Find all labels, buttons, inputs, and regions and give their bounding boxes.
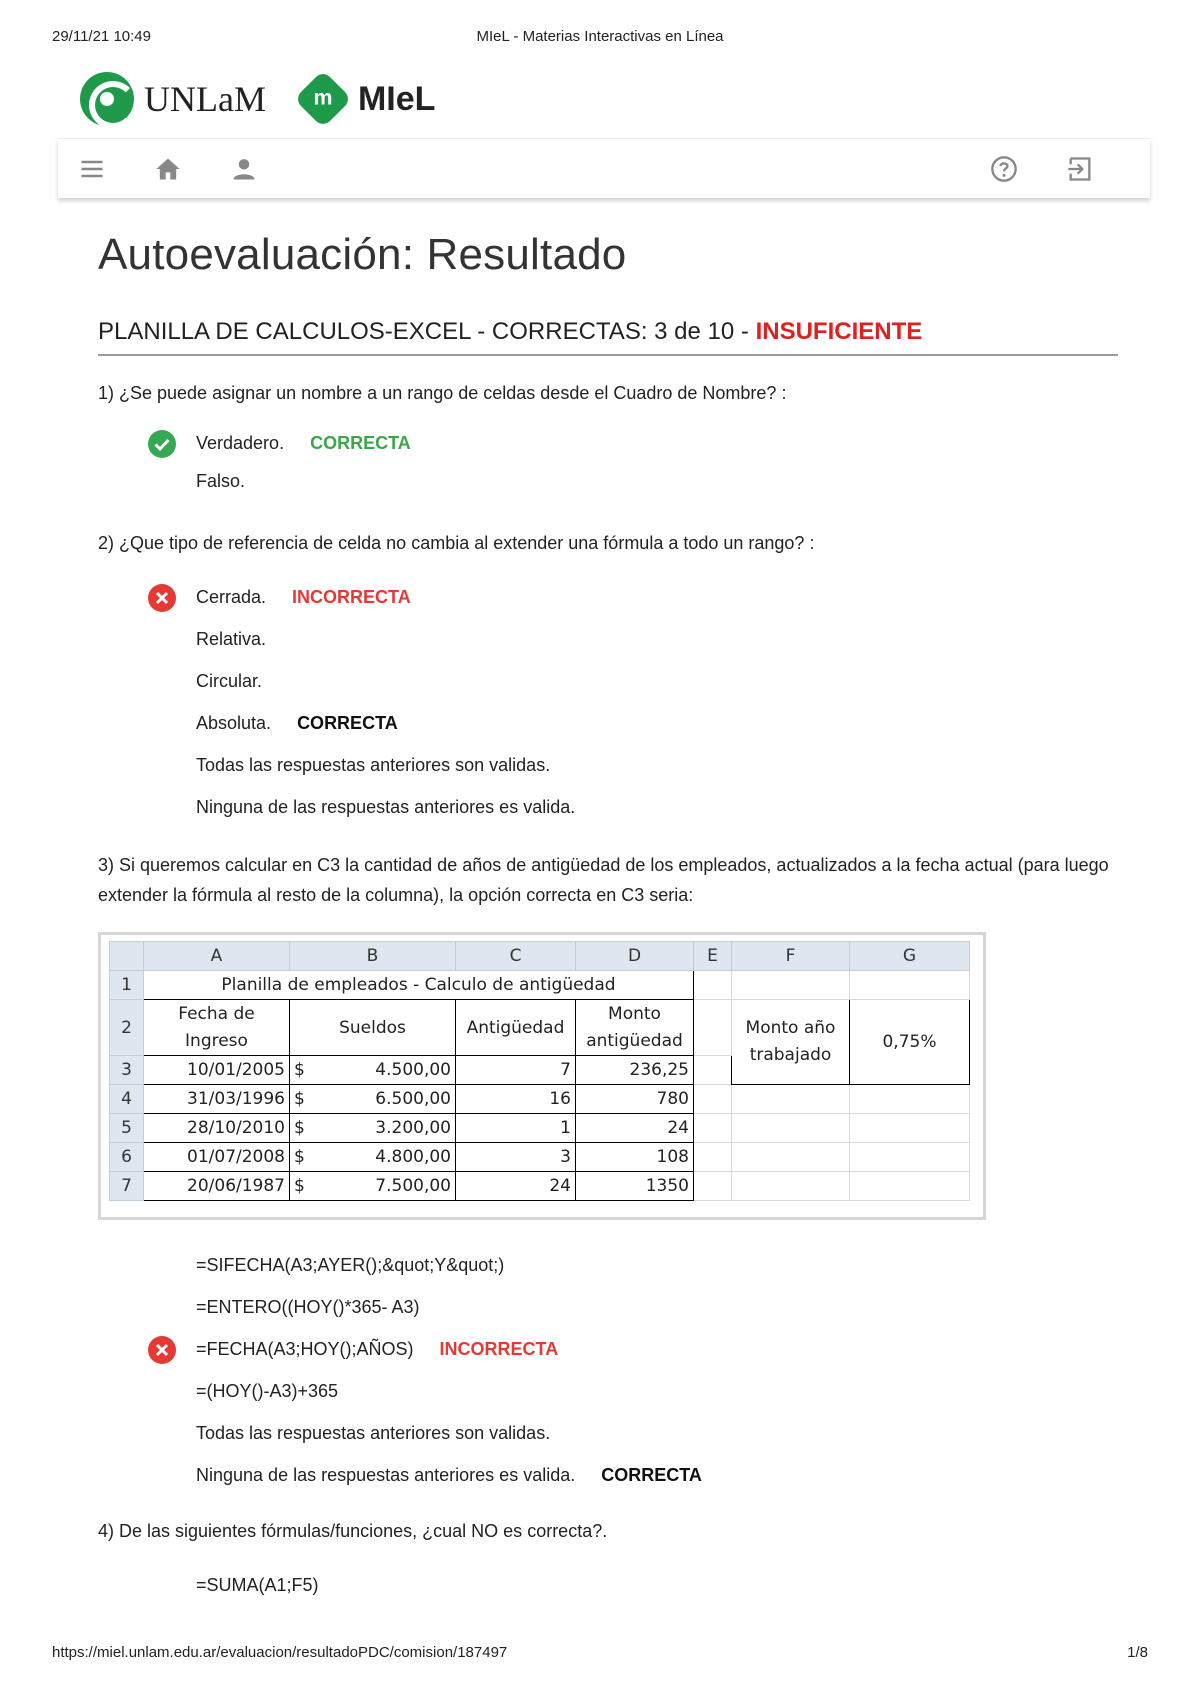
answer-text: Verdadero. xyxy=(196,433,285,453)
answer-option xyxy=(196,1454,1118,1496)
print-date: 29/11/21 10:49 xyxy=(52,28,151,45)
row-header: 4 xyxy=(110,1085,144,1114)
answer-option xyxy=(196,1328,1118,1370)
header-fecha-ingreso xyxy=(144,1000,290,1056)
logo-bar xyxy=(80,68,435,130)
sheet-row xyxy=(110,1172,970,1201)
spreadsheet-table xyxy=(109,941,970,1201)
answer-option xyxy=(196,1244,1118,1286)
unlam-logo-icon xyxy=(80,72,134,126)
column-header: F xyxy=(732,942,850,971)
cross-icon xyxy=(148,584,176,612)
fecha-cell: 20/06/1987 xyxy=(144,1172,290,1201)
answer-option xyxy=(196,1286,1118,1328)
column-header: C xyxy=(456,942,576,971)
sheet-row xyxy=(110,1000,970,1056)
main-content xyxy=(98,230,1118,1606)
monto-cell: 1350 xyxy=(576,1172,694,1201)
answer-text: =(HOY()-A3)+365 xyxy=(196,1381,339,1401)
answer-option xyxy=(196,1564,1118,1606)
miel-logo-icon xyxy=(294,70,352,128)
check-icon xyxy=(148,430,176,458)
home-icon[interactable] xyxy=(154,155,182,183)
unlam-logo[interactable] xyxy=(80,72,266,126)
quiz-result-status: INSUFICIENTE xyxy=(755,318,923,345)
sheet-cell xyxy=(694,1085,732,1114)
sheet-cell xyxy=(850,1172,970,1201)
help-icon[interactable] xyxy=(990,155,1018,183)
monto-anio-value: 0,75% xyxy=(850,1000,970,1085)
question-4: 4) De las siguientes fórmulas/funciones, ¿cual NO es correcta?. xyxy=(98,1521,608,1541)
sueldo-cell xyxy=(290,1172,456,1201)
answer-text: Relativa. xyxy=(196,629,267,649)
currency-symbol: $ xyxy=(294,1118,305,1138)
monto-cell: 236,25 xyxy=(576,1056,694,1085)
question-2-answers xyxy=(196,576,1118,828)
antiguedad-cell: 7 xyxy=(456,1056,576,1085)
row-header: 2 xyxy=(110,1000,144,1056)
answer-tag-correct: CORRECTA xyxy=(310,433,411,453)
header-monto-antiguedad xyxy=(576,1000,694,1056)
sheet-cell xyxy=(850,971,970,1000)
answer-option xyxy=(196,422,1118,464)
sheet-cell xyxy=(732,971,850,1000)
answer-option xyxy=(196,460,1118,502)
sheet-row xyxy=(110,971,970,1000)
answer-text: =SUMA(A1;F5) xyxy=(196,1575,319,1595)
sueldo-cell xyxy=(290,1085,456,1114)
row-header: 1 xyxy=(110,971,144,1000)
monto-cell: 780 xyxy=(576,1085,694,1114)
sheet-cell xyxy=(732,1143,850,1172)
answer-option xyxy=(196,744,1118,786)
header-fecha-line1: Fecha de xyxy=(178,1003,255,1024)
monto-anio-line2: trabajado xyxy=(749,1045,832,1065)
miel-logo-mark-letter: m xyxy=(313,85,333,110)
sheet-cell xyxy=(694,1114,732,1143)
sheet-cell xyxy=(694,1143,732,1172)
sueldo-cell xyxy=(290,1056,456,1085)
fecha-cell: 31/03/1996 xyxy=(144,1085,290,1114)
answer-text: Ninguna de las respuestas anteriores es valida. xyxy=(196,797,576,817)
row-header: 3 xyxy=(110,1056,144,1085)
currency-symbol: $ xyxy=(294,1089,305,1109)
header-fecha-line2: Ingreso xyxy=(185,1030,248,1051)
row-header: 7 xyxy=(110,1172,144,1201)
page-title: Autoevaluación: Resultado xyxy=(98,230,627,279)
header-monto-line1: Monto xyxy=(608,1003,661,1024)
sheet-row xyxy=(110,1085,970,1114)
row-header: 5 xyxy=(110,1114,144,1143)
answer-option xyxy=(196,660,1118,702)
answer-option xyxy=(196,1412,1118,1454)
sheet-cell xyxy=(694,1000,732,1056)
sheet-row xyxy=(110,1143,970,1172)
currency-symbol: $ xyxy=(294,1060,305,1080)
header-antiguedad: Antigüedad xyxy=(456,1000,576,1056)
answer-tag-incorrect: INCORRECTA xyxy=(439,1339,559,1359)
navbar xyxy=(58,138,1150,198)
answer-text: Cerrada. xyxy=(196,587,267,607)
answer-text: Absoluta. xyxy=(196,713,272,733)
sueldo-value: 4.500,00 xyxy=(375,1060,451,1080)
answer-text: Falso. xyxy=(196,471,246,491)
sheet-cell xyxy=(694,971,732,1000)
sheet-cell xyxy=(694,1172,732,1201)
antiguedad-cell: 24 xyxy=(456,1172,576,1201)
column-header: E xyxy=(694,942,732,971)
quiz-heading xyxy=(98,318,1118,356)
question-3: 3) Si queremos calcular en C3 la cantidad de años de antigüedad de los empleados, actualizados a la fecha actual (para luego extender la fórmula al resto de la columna), la opción correcta en C3 seria: xyxy=(98,855,1109,905)
answer-tag-correct: CORRECTA xyxy=(297,713,398,733)
answer-text: =ENTERO((HOY()*365- A3) xyxy=(196,1297,420,1317)
header-monto-line2: antigüedad xyxy=(586,1030,683,1051)
page-number: 1/8 xyxy=(1127,1644,1148,1661)
logout-icon[interactable] xyxy=(1066,155,1094,183)
answer-text: Todas las respuestas anteriores son validas. xyxy=(196,755,551,775)
answer-tag-correct: CORRECTA xyxy=(601,1465,702,1485)
answer-option xyxy=(196,618,1118,660)
sheet-title-cell: Planilla de empleados - Calculo de antigüedad xyxy=(144,971,694,1000)
currency-symbol: $ xyxy=(294,1147,305,1167)
answer-tag-incorrect: INCORRECTA xyxy=(292,587,411,607)
monto-anio-line1: Monto año xyxy=(745,1018,836,1038)
miel-logo[interactable] xyxy=(298,74,435,124)
sueldo-value: 6.500,00 xyxy=(375,1089,451,1109)
monto-cell: 108 xyxy=(576,1143,694,1172)
print-header xyxy=(52,28,1148,50)
answer-text: Ninguna de las respuestas anteriores es valida. xyxy=(196,1465,576,1485)
antiguedad-cell: 16 xyxy=(456,1085,576,1114)
antiguedad-cell: 3 xyxy=(456,1143,576,1172)
sheet-row xyxy=(110,1114,970,1143)
user-icon[interactable] xyxy=(230,155,258,183)
column-header: A xyxy=(144,942,290,971)
question-4-answers xyxy=(196,1564,1118,1606)
select-all-corner xyxy=(110,942,144,971)
monto-cell: 24 xyxy=(576,1114,694,1143)
sueldo-value: 3.200,00 xyxy=(375,1118,451,1138)
fecha-cell: 28/10/2010 xyxy=(144,1114,290,1143)
sheet-cell xyxy=(732,1085,850,1114)
answer-option xyxy=(196,786,1118,828)
menu-icon[interactable] xyxy=(78,155,106,183)
unlam-logo-text: UNLaM xyxy=(144,79,266,119)
question-3-answers xyxy=(196,1244,1118,1496)
antiguedad-cell: 1 xyxy=(456,1114,576,1143)
sueldo-value: 4.800,00 xyxy=(375,1147,451,1167)
answer-text: =SIFECHA(A3;AYER();&quot;Y&quot;) xyxy=(196,1255,505,1275)
answer-option xyxy=(196,702,1118,744)
print-title: MIeL - Materias Interactivas en Línea xyxy=(476,28,724,45)
answer-text: Circular. xyxy=(196,671,263,691)
sueldo-cell xyxy=(290,1114,456,1143)
miel-logo-text: MIeL xyxy=(357,79,436,118)
answer-text: Todas las respuestas anteriores son validas. xyxy=(196,1423,551,1443)
print-footer xyxy=(52,1644,1148,1666)
sheet-cell xyxy=(732,1114,850,1143)
column-header: G xyxy=(850,942,970,971)
row-header: 6 xyxy=(110,1143,144,1172)
question-2: 2) ¿Que tipo de referencia de celda no cambia al extender una fórmula a todo un rango? : xyxy=(98,533,815,553)
quiz-heading-text: PLANILLA DE CALCULOS-EXCEL - CORRECTAS: 3 de 10 - xyxy=(98,318,749,345)
column-header: B xyxy=(290,942,456,971)
column-header-row xyxy=(110,942,970,971)
cross-icon xyxy=(148,1336,176,1364)
sueldo-value: 7.500,00 xyxy=(375,1176,451,1196)
question-1-answers xyxy=(196,422,1118,502)
sueldo-cell xyxy=(290,1143,456,1172)
question-1: 1) ¿Se puede asignar un nombre a un rango de celdas desde el Cuadro de Nombre? : xyxy=(98,383,787,403)
answer-option xyxy=(196,576,1118,618)
fecha-cell: 10/01/2005 xyxy=(144,1056,290,1085)
answer-text: =FECHA(A3;HOY();AÑOS) xyxy=(196,1339,414,1359)
answer-option xyxy=(196,1370,1118,1412)
fecha-cell: 01/07/2008 xyxy=(144,1143,290,1172)
sheet-cell xyxy=(694,1056,732,1085)
header-sueldos: Sueldos xyxy=(290,1000,456,1056)
monto-anio-label xyxy=(732,1000,850,1085)
page-url: https://miel.unlam.edu.ar/evaluacion/resultadoPDC/comision/187497 xyxy=(52,1644,508,1661)
sheet-cell xyxy=(850,1085,970,1114)
column-header: D xyxy=(576,942,694,971)
sheet-cell xyxy=(850,1114,970,1143)
sheet-cell xyxy=(732,1172,850,1201)
currency-symbol: $ xyxy=(294,1176,305,1196)
sheet-cell xyxy=(850,1143,970,1172)
spreadsheet-image xyxy=(98,932,986,1220)
